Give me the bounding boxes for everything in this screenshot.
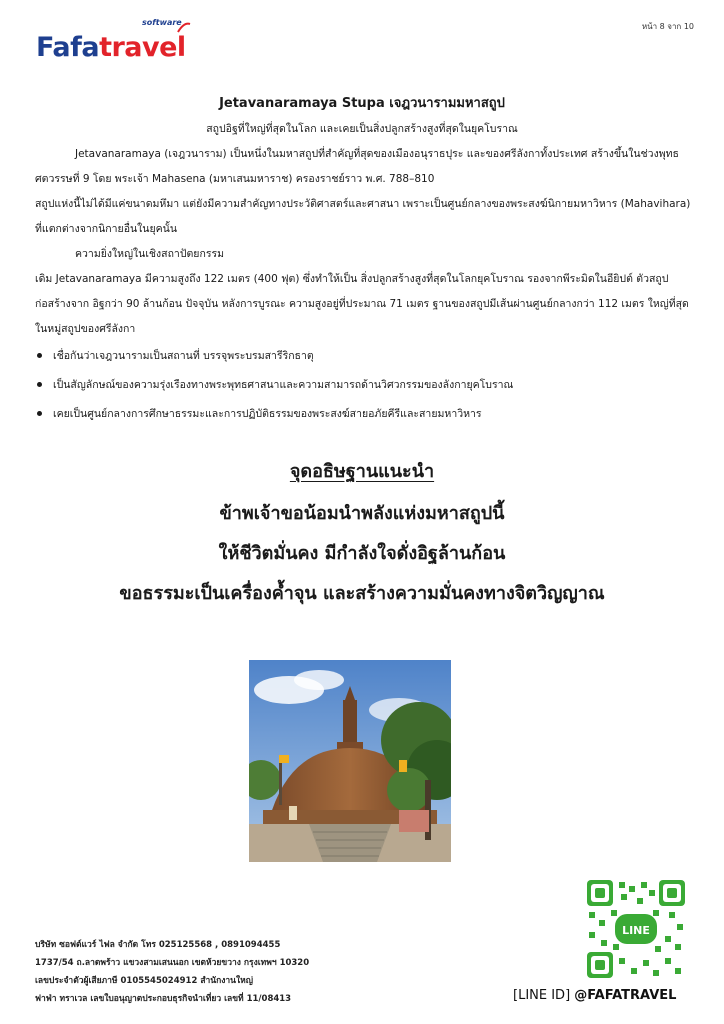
prayer-heading-text: จุดอธิษฐานแนะนำ — [289, 461, 435, 482]
bullet-icon — [37, 353, 42, 358]
list-item — [35, 371, 695, 400]
list-item-text: เคยเป็นศูนย์กลางการศึกษาธรรมะและการปฏิบัติธรรมของพระสงฆ์สายอภัยคีรีและสายมหาวิหาร — [53, 408, 482, 420]
facts-list — [35, 342, 695, 429]
footer-tax-id: เลขประจำตัวผู้เสียภาษี 0105545024912 สำนักงานใหญ่ — [35, 976, 253, 986]
paragraph-significance: สถูปแห่งนี้ไม่ได้มีแค่ขนาดมหึมา แต่ยังมีความสำคัญทางประวัติศาสตร์และศาสนา เพราะเป็นศูนย์กลางของพระสงฆ์นิกายมหาวิหาร (Mahavihara) ที่แตกต่างจากนิกายอื่นในยุคนั้น — [35, 198, 691, 235]
line-id — [513, 988, 676, 1003]
list-item-text: เชื่อกันว่าเจฎวนารามเป็นสถานที่ บรรจุพระบรมสารีริกธาตุ — [53, 350, 314, 362]
footer-license: ฟาฟ่า ทราเวล เลขใบอนุญาตประกอบธุรกิจนำเที่ยว เลขที่ 11/08413 — [35, 994, 292, 1004]
list-item-text: เป็นสัญลักษณ์ของความรุ่งเรืองทางพระพุทธศาสนาและความสามารถด้านวิศวกรรมของลังกายุคโบราณ — [53, 379, 514, 391]
stupa-photo — [249, 660, 451, 862]
bullet-icon — [37, 411, 42, 416]
paragraph-architecture-heading: ความยิ่งใหญ่ในเชิงสถาปัตยกรรม — [75, 248, 225, 260]
list-item — [35, 342, 695, 371]
prayer-heading — [0, 456, 724, 485]
line-id-label: [LINE ID] — [513, 988, 571, 1003]
footer-address: 1737/54 ถ.ลาดพร้าว แขวงสามเสนนอก เขตห้วยขวาง กรุงเทพฯ 10320 — [35, 958, 310, 968]
bullet-icon — [37, 382, 42, 387]
footer-company-contact: บริษัท ซอฟต์แวร์ ไฟล จำกัด โทร 025125568 , 0891094455 — [35, 940, 281, 950]
logo-wordmark-fafa: Fafa — [36, 32, 100, 63]
prayer-line-1: ข้าพเจ้าขอน้อมนำพลังแห่งมหาสถูปนี้ — [219, 503, 505, 524]
line-qr-code[interactable] — [587, 880, 685, 978]
paragraph-architecture: เดิม Jetavanaramaya มีความสูงถึง 122 เมตร (400 ฟุต) ซึ่งทำให้เป็น สิ่งปลูกสร้างสูงที่สุดในโลกยุคโบราณ รองจากพีระมิดในอียิปต์ ตัวสถูปก่อสร้างจาก อิฐกว่า 90 ล้านก้อน ปัจจุบัน หลังการบูรณะ ความสูงอยู่ที่ประมาณ 71 เมตร ฐานของสถูปมีเส้นผ่านศูนย์กลางกว่า 112 เมตร ใหญ่ที่สุดในหมู่สถูปของศรีลังกา — [35, 273, 689, 335]
logo-wordmark — [36, 32, 186, 63]
logo-wordmark-travel: travel — [99, 32, 186, 63]
prayer-line-3: ขอธรรมะเป็นเครื่องค้ำจุน และสร้างความมั่นคงทางจิตวิญญาณ — [119, 583, 605, 604]
company-logo — [36, 18, 196, 70]
logo-software-text: software — [142, 18, 182, 27]
paragraph-intro: Jetavanaramaya (เจฎวนาราม) เป็นหนึ่งในมหาสถูปที่สำคัญที่สุดของเมืองอนุราธปุระ และของศรีลังกาทั้งประเทศ สร้างขึ้นในช่วงพุทธศตวรรษที่ 9 โดย พระเจ้า Mahasena (มหาเสนมหาราช) ครองราชย์ราว พ.ศ. 788–810 — [35, 148, 679, 185]
prayer-line-2: ให้ชีวิตมั่นคง มีกำลังใจดั่งอิฐล้านก้อน — [218, 543, 506, 564]
article-subtitle: สถูปอิฐที่ใหญ่ที่สุดในโลก และเคยเป็นสิ่งปลูกสร้างสูงที่สุดในยุคโบราณ — [206, 123, 518, 135]
page-number: หน้า 8 จาก 10 — [641, 22, 694, 31]
article-title: Jetavanaramaya Stupa เจฎวนารามมหาสถูป — [219, 96, 505, 111]
qr-line-label: LINE — [622, 924, 650, 937]
line-id-value: @FAFATRAVEL — [574, 988, 677, 1003]
list-item — [35, 400, 695, 429]
